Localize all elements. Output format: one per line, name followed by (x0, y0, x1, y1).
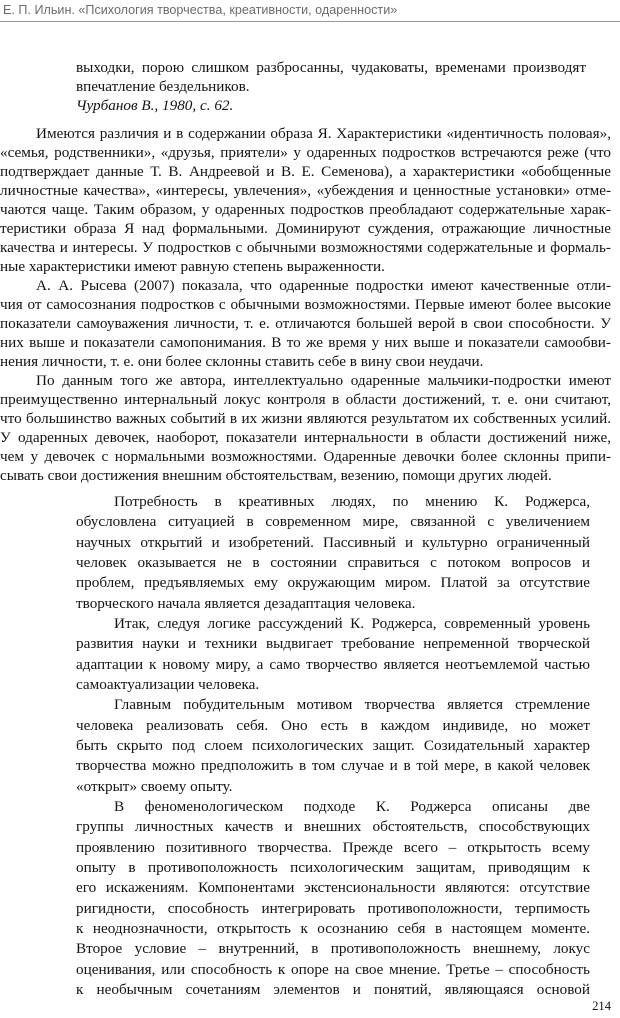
paragraph-line: чия от самосознания подростков с обычными возможностями. Первые имеют более высокие (0, 296, 611, 313)
quote-line: развития науки и техники выдвигает требование непременной творческой (76, 635, 590, 652)
quote-line: Итак, следуя логике рассуждений К. Роджерса, современный уровень (114, 615, 590, 632)
quote-line: научных открытий и изобретений. Пассивный и культурно ограниченный (76, 534, 590, 551)
quote-line: его искажениям. Компонентами экстенсиональности являются: отсутствие (76, 879, 590, 896)
paragraph-line: А. А. Рысева (2007) показала, что одаренные подростки имеют качественные отли- (36, 277, 611, 294)
paragraph-line: качества и интересы. У подростков с обычными возможностями содержательные и формаль- (0, 239, 611, 256)
running-header: Е. П. Ильин. «Психология творчества, креативности, одаренности» (3, 3, 398, 17)
quote-line: адаптации к новому миру, а само творчество является неотъемлемой частью (76, 656, 590, 673)
quote-line: творчества можно предположить в том случае и в той мере, в какой человек (76, 757, 590, 774)
paragraph-line: что большинство важных событий в их жизни являются результатом их собственных усилий. (0, 410, 611, 427)
quote-line: Второе условие – внутренний, в противоположность внешнему, локус (76, 940, 590, 957)
quote-line: Потребность в креативных людях, по мнению К. Роджерса, (114, 493, 590, 510)
quote-line: к необычным сочетаниям элементов и понятий, являющаяся основой (76, 981, 590, 998)
quote-line: человека реализовать себя. Оно есть в каждом индивиде, но может (76, 717, 590, 734)
quote-line: опыту в противоположность психологическим защитам, приводящим к (76, 859, 590, 876)
quote-line: творческого начала является дезадаптация человека. (76, 595, 416, 612)
quote-line: обусловлена ситуацией в современном мире, связанной с увеличением (76, 513, 590, 530)
quote-line: к неоднозначности, открытость к осознанию себя в настоящем моменте. (76, 920, 590, 937)
quote-line: проблем, предъявляемых ему окружающим миром. Платой за отсутствие (76, 574, 590, 591)
epigraph-line: впечатление бездельников. (76, 78, 250, 95)
paragraph-line: личностные качества», «интересы, увлечения», «убеждения и ценностные установки» отме- (0, 182, 611, 199)
paragraph-line: сывать свои достижения внешним обстоятельствам, везению, помощи других людей. (0, 467, 552, 484)
quote-line: «открыт» своему опыту. (76, 778, 233, 795)
quote-line: проявлению позитивного творчества. Прежде всего – открытость всему (76, 839, 590, 856)
paragraph-line: чаются чаще. Таким образом, у одаренных подростков преобладают содержательные харак- (0, 201, 611, 218)
quote-line: Главным побудительным мотивом творчества является стремление (114, 696, 590, 713)
quote-line: самоактуализации человека. (76, 676, 260, 693)
quote-line: В феноменологическом подходе К. Роджерса описаны две (114, 798, 590, 815)
paragraph-line: нения личности, т. е. они более склонны ставить себе в вину свои неудачи. (0, 353, 484, 370)
paragraph-line: теристики образа Я над формальными. Доминируют суждения, отражающие личностные (0, 220, 611, 237)
quote-line: ригидности, способность интегрировать противоположности, терпимость (76, 900, 590, 917)
paragraph-line: Имеются различия и в содержании образа Я. Характеристики «идентичность половая», (36, 125, 611, 142)
paragraph-line: У одаренных девочек, наоборот, показатели интернальности в области достижений ниже, (0, 429, 611, 446)
paragraph-line: показатели самоуважения личности, т. е. отличаются большей верой в свои способности. У (0, 315, 611, 332)
quote-line: быть скрыто под слоем психологических защит. Созидательный характер (76, 737, 590, 754)
paragraph-line: ные характеристики имеют равную степень выраженности. (0, 258, 385, 275)
paragraph-line: «семья, родственники», «друзья, приятели» у одаренных подростков встречаются реже (что (0, 144, 611, 161)
paragraph-line: чем у девочек с нормальными возможностями. Одаренные девочки более склонны припи- (0, 448, 611, 465)
paragraph-line: преимущественно интернальный локус контроля в области достижений, т. е. они считают, (0, 391, 611, 408)
epigraph-source: Чурбанов В., 1980, с. 62. (76, 97, 234, 114)
paragraph-line: По данным того же автора, интеллектуально одаренные мальчики-подростки имеют (36, 372, 611, 389)
page-number: 214 (592, 999, 611, 1013)
quote-line: группы личностных качеств и внешних обстоятельств, способствующих (76, 818, 590, 835)
quote-line: человек оказывается не в состоянии справиться с потоком вопросов и (76, 554, 590, 571)
paragraph-line: них выше и показатели самопонимания. В то же время у них выше и показатели самообви- (0, 334, 611, 351)
paragraph-line: подтверждает данные Т. В. Андреевой и В. Е. Семенова), а характеристики «обобщенные (0, 163, 611, 180)
epigraph-line: выходки, порою слишком разбросанны, чудаковаты, временами производят (76, 59, 586, 76)
quote-line: оценивания, или способность к опоре на свое мнение. Третье – способность (76, 961, 590, 978)
header-divider (0, 21, 620, 22)
